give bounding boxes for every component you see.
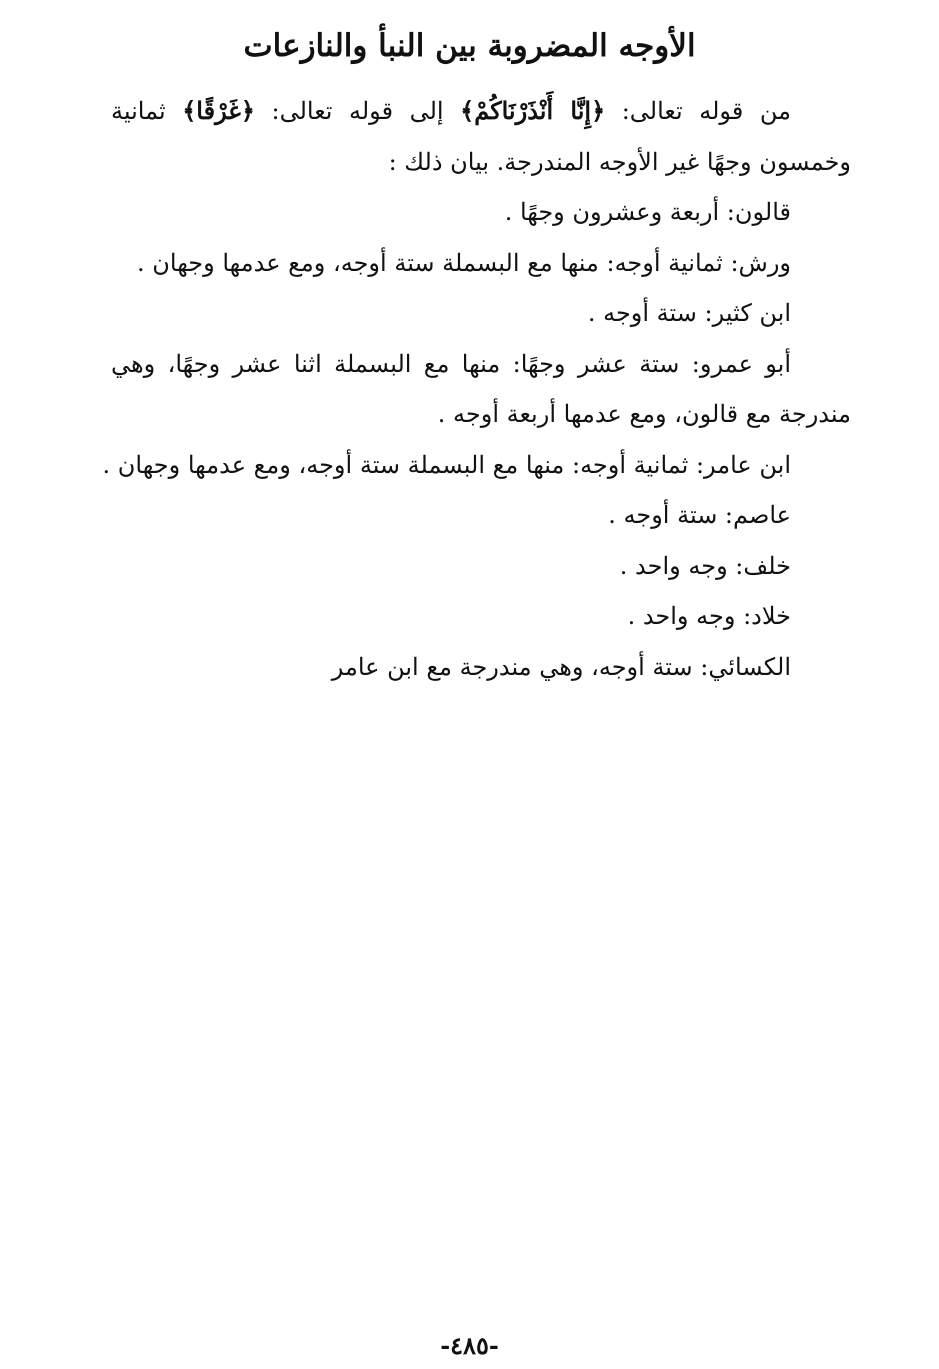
reader-line-qalun: قالون: أربعة وعشرون وجهًا . <box>504 198 791 226</box>
reader-line-warsh: ورش: ثمانية أوجه: منها مع البسملة ستة أوجه، ومع عدمها وجهان . <box>137 248 791 277</box>
reader-line-abu-amr: أبو عمرو: ستة عشر وجهًا: منها مع البسملة اثنا عشر وجهًا، وهي مندرجة مع قالون، ومع عدمها أربعة أوجه . <box>111 349 851 428</box>
quran-verse-2: ﴿غَرْقًا﴾ <box>182 96 255 125</box>
reader-line-khallad: خلاد: وجه واحد . <box>627 602 791 630</box>
reader-line-ibn-amir: ابن عامر: ثمانية أوجه: منها مع البسملة ستة أوجه، ومع عدمها وجهان . <box>102 450 791 479</box>
reader-line-khalaf: خلف: وجه واحد . <box>619 551 791 580</box>
page-title: الأوجه المضروبة بين النبأ والنازعات <box>243 28 696 64</box>
quran-verse-1: ﴿إِنَّا أَنْذَرْنَاكُمْ﴾ <box>460 96 606 125</box>
intro-text-3: ثمانية وخمسون وجهًا غير الأوجه المندرجة. بيان ذلك : <box>111 97 851 176</box>
page-number: -٤٨٥- <box>440 1331 499 1360</box>
intro-paragraph <box>111 86 851 187</box>
reader-line-asim: عاصم: ستة أوجه . <box>608 501 791 529</box>
intro-text-1: من قوله تعالى: <box>605 97 791 125</box>
reader-line-kisai: الكسائي: ستة أوجه، وهي مندرجة مع ابن عامر <box>331 652 791 681</box>
body-text <box>102 86 851 692</box>
intro-text-2: إلى قوله تعالى: <box>254 97 461 125</box>
reader-line-ibn-kathir: ابن كثير: ستة أوجه . <box>587 299 791 327</box>
